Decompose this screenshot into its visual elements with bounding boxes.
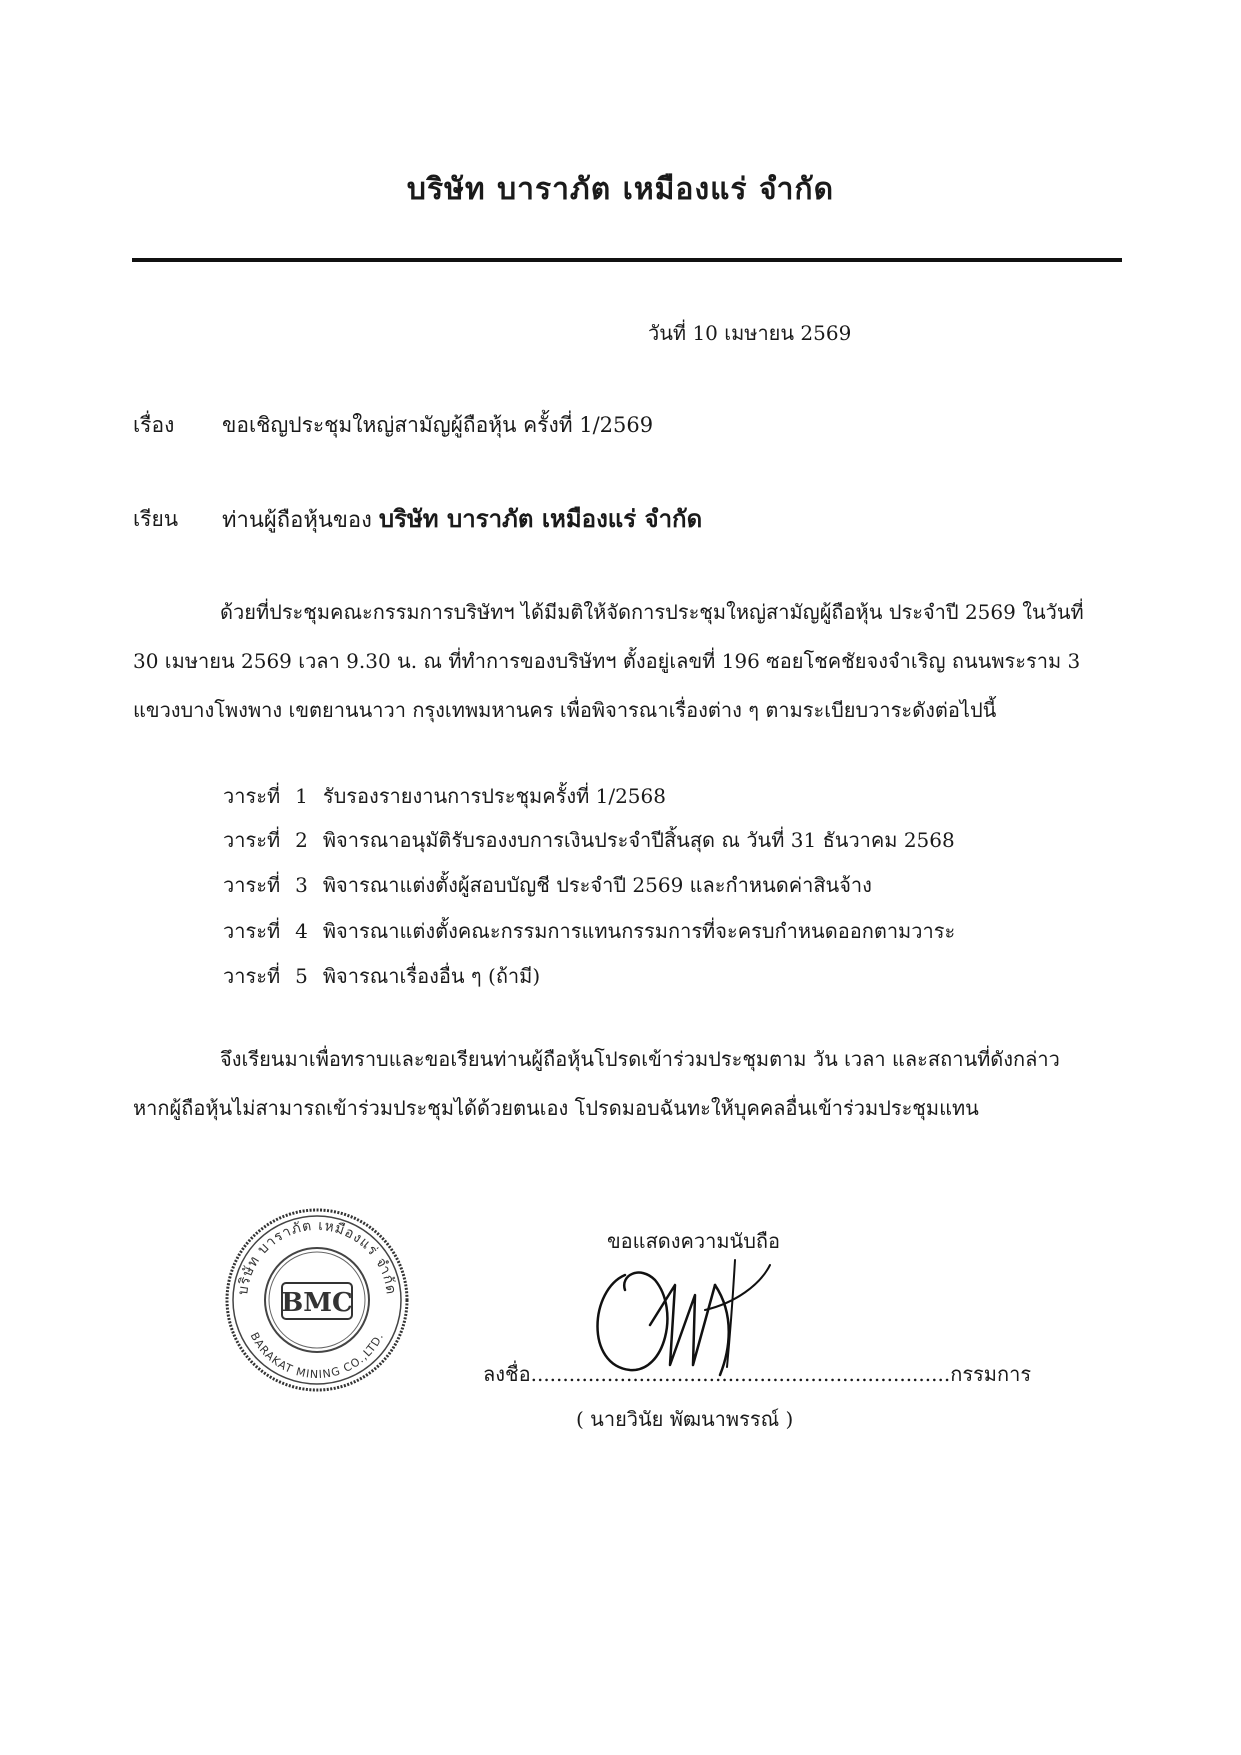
agenda-label: วาระที่ [223, 784, 281, 808]
signer-name: ( นายวินัย พัฒนาพรรณ์ ) [576, 1407, 794, 1431]
body-line: 30 เมษายน 2569 เวลา 9.30 น. ณ ที่ทำการของบริษัทฯ ตั้งอยู่เลขที่ 196 ซอยโชคชัยจงจำเริญ ถนนพระราม 3 [133, 649, 1081, 673]
signature-line [483, 1358, 1031, 1390]
addressee-company: บริษัท บาราภัต เหมืองแร่ จำกัด [378, 504, 703, 533]
agenda-label: วาระที่ [223, 828, 281, 852]
addressee-label: เรียน [133, 507, 179, 531]
agenda-item [223, 915, 955, 947]
company-title: บริษัท บาราภัต เหมืองแร่ จำกัด [406, 172, 835, 207]
seal-ring-bottom: BARAKAT MINING CO.,LTD. [247, 1330, 387, 1382]
body-line: แขวงบางโพงพาง เขตยานนาวา กรุงเทพมหานคร เพื่อพิจารณาเรื่องต่าง ๆ ตามระเบียบวาระดังต่อไปนี้ [133, 698, 997, 722]
agenda-label: วาระที่ [223, 964, 281, 988]
addressee-text [222, 499, 702, 538]
subject-label: เรื่อง [133, 413, 175, 437]
agenda-text: พิจารณาเรื่องอื่น ๆ (ถ้ามี) [322, 964, 541, 988]
agenda-label: วาระที่ [223, 873, 281, 897]
agenda-text: พิจารณาแต่งตั้งคณะกรรมการแทนกรรมการที่จะครบกำหนดออกตามวาระ [322, 919, 956, 943]
agenda-number: 2 [295, 828, 308, 852]
signer-position: กรรมการ [950, 1362, 1032, 1386]
seal-center-text: BMC [281, 1288, 353, 1318]
agenda-text: พิจารณาอนุมัติรับรองงบการเงินประจำปีสิ้นสุด ณ วันที่ 31 ธันวาคม 2568 [322, 828, 955, 852]
letter-date: วันที่ 10 เมษายน 2569 [648, 321, 852, 345]
agenda-label: วาระที่ [223, 919, 281, 943]
closing-line: จึงเรียนมาเพื่อทราบและขอเรียนท่านผู้ถือหุ้นโปรดเข้าร่วมประชุมตาม วัน เวลา และสถานที่ดังกล่าว [220, 1047, 1060, 1071]
agenda-item [223, 960, 540, 992]
addressee-prefix: ท่านผู้ถือหุ้นของ [222, 508, 372, 533]
company-seal-icon [222, 1205, 412, 1395]
sign-dots: .................................................................. [530, 1362, 951, 1386]
seal-ring-top: บริษัท บาราภัต เหมืองแร่ จำกัด [235, 1217, 399, 1297]
agenda-item [223, 780, 666, 812]
agenda-number: 5 [295, 964, 308, 988]
agenda-item [223, 869, 872, 901]
sign-label: ลงชื่อ [483, 1362, 531, 1386]
subject-text: ขอเชิญประชุมใหญ่สามัญผู้ถือหุ้น ครั้งที่ 1/2569 [222, 413, 654, 437]
agenda-text: รับรองรายงานการประชุมครั้งที่ 1/2568 [322, 784, 666, 808]
body-line: ด้วยที่ประชุมคณะกรรมการบริษัทฯ ได้มีมติให้จัดการประชุมใหญ่สามัญผู้ถือหุ้น ประจำปี 2569 ในวันที่ [220, 600, 1084, 624]
svg-text:BARAKAT MINING CO.,LTD. [248, 1330, 387, 1381]
agenda-number: 1 [295, 784, 308, 808]
agenda-number: 4 [295, 919, 308, 943]
regards-text: ขอแสดงความนับถือ [607, 1229, 781, 1253]
closing-line: หากผู้ถือหุ้นไม่สามารถเข้าร่วมประชุมได้ด้วยตนเอง โปรดมอบฉันทะให้บุคคลอื่นเข้าร่วมประชุมแทน [133, 1096, 979, 1120]
agenda-number: 3 [295, 873, 308, 897]
header-divider [132, 258, 1122, 262]
agenda-text: พิจารณาแต่งตั้งผู้สอบบัญชี ประจำปี 2569 และกำหนดค่าสินจ้าง [322, 873, 872, 897]
agenda-item [223, 824, 955, 856]
